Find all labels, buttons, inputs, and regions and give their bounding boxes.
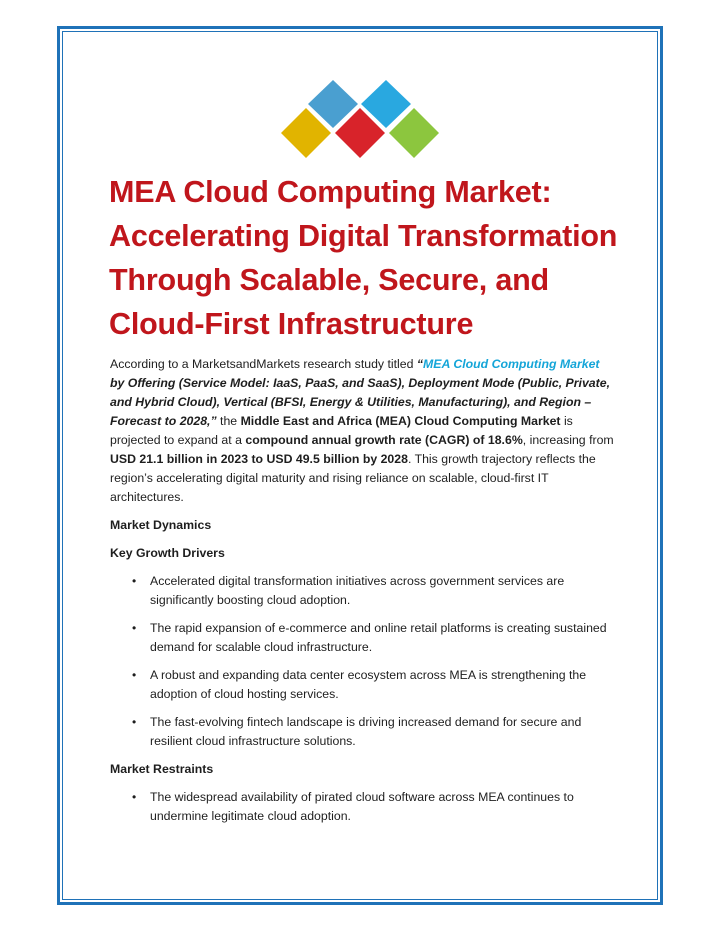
- section-heading-market-dynamics: Market Dynamics: [110, 518, 212, 532]
- list-item: [110, 619, 615, 657]
- quote-open: “: [416, 357, 424, 371]
- report-title-rest: by Offering (Service Model: IaaS, PaaS, and SaaS), Deployment Mode (Public, Private, and Hybrid Cloud), Vertical (BFSI, Energy & Utilities, Manufacturing), and Region – Forecast to 2028,”: [110, 376, 610, 428]
- page-title: [109, 170, 629, 346]
- list-item: [110, 572, 615, 610]
- restraints-list: [110, 788, 615, 826]
- title-line-2: Accelerating Digital Transformation: [109, 219, 618, 253]
- title-line-3: Through Scalable, Secure, and: [109, 263, 549, 297]
- title-line-1: MEA Cloud Computing Market:: [109, 175, 552, 209]
- document-body: [110, 355, 615, 835]
- list-item-text: The widespread availability of pirated cloud software across MEA continues to undermine legitimate cloud adoption.: [150, 790, 574, 823]
- intro-text: According to a MarketsandMarkets research study titled: [110, 357, 417, 371]
- bullet-icon: •: [132, 790, 137, 804]
- drivers-list: [110, 572, 615, 751]
- bullet-icon: •: [132, 574, 137, 588]
- section-heading-growth-drivers: Key Growth Drivers: [110, 546, 225, 560]
- list-item: [110, 666, 615, 704]
- list-item-text: The rapid expansion of e-commerce and online retail platforms is creating sustained demand for scalable cloud infrastructure.: [150, 621, 607, 654]
- intro-text: the: [216, 414, 241, 428]
- list-item: [110, 788, 615, 826]
- bullet-icon: •: [132, 715, 137, 729]
- intro-text: is projected to expand at a: [110, 414, 573, 447]
- report-link[interactable]: MEA Cloud Computing Market: [423, 357, 600, 371]
- list-item: [110, 713, 615, 751]
- cagr-value: compound annual growth rate (CAGR) of 18.6%: [245, 433, 523, 447]
- intro-text: . This growth trajectory reflects the region’s accelerating digital maturity and rising reliance on scalable, cloud-first IT architectures.: [110, 452, 596, 504]
- intro-paragraph: [110, 355, 615, 507]
- list-item-text: The fast-evolving fintech landscape is driving increased demand for secure and resilient cloud infrastructure solutions.: [150, 715, 582, 748]
- market-size-values: USD 21.1 billion in 2023 to USD 49.5 billion by 2028: [110, 452, 408, 466]
- bullet-icon: •: [132, 621, 137, 635]
- market-name: Middle East and Africa (MEA) Cloud Computing Market: [240, 414, 561, 428]
- bullet-icon: •: [132, 668, 137, 682]
- list-item-text: A robust and expanding data center ecosystem across MEA is strengthening the adoption of cloud hosting services.: [150, 668, 587, 701]
- section-heading-market-restraints: Market Restraints: [110, 762, 214, 776]
- title-line-4: Cloud-First Infrastructure: [109, 307, 474, 341]
- company-logo-icon: [279, 78, 441, 164]
- intro-text: , increasing from: [522, 433, 614, 447]
- list-item-text: Accelerated digital transformation initiatives across government services are significantly boosting cloud adoption.: [150, 574, 565, 607]
